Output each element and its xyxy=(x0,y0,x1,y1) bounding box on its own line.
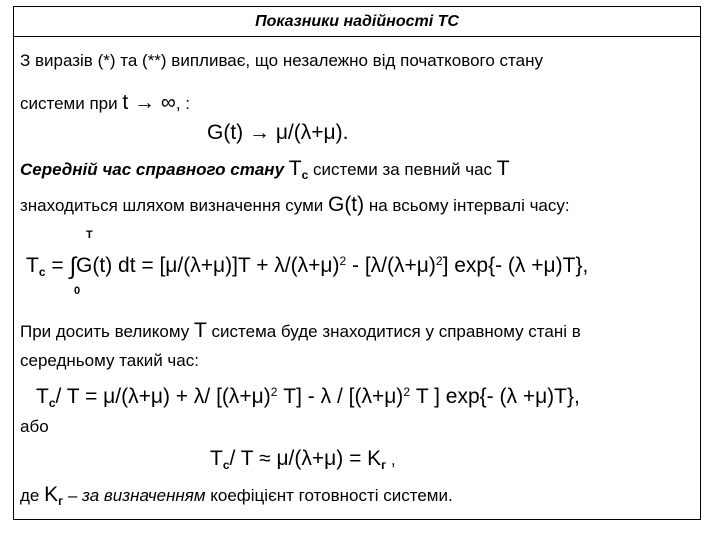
integral-lower-limit: 0 xyxy=(74,285,81,297)
paragraph-3: Середній час справного стану $T_c$ системи за певний час T xyxy=(20,157,510,182)
formula-integral: Tc = ∫G(t) dt = $[\mu/(\lambda+\mu)]T + \lambda/(\lambda+\mu)^2 - [\lambda/(\lambda+\mu)^2]$ exp{- (λ +μ)T}, xyxy=(26,253,589,280)
integral-upper-limit: T xyxy=(86,229,93,241)
paragraph-6: середньому такий час: xyxy=(20,351,199,370)
paragraph-4: знаходиться шляхом визначення суми G(t) на всьому інтервалі часу: xyxy=(20,193,570,216)
paragraph-2: системи при t → ∞, : xyxy=(20,91,190,114)
formula-limit: G(t) → μ/(λ+μ). xyxy=(207,121,349,144)
paragraph-8: де $K_г$ – за визначенням коефіцієнт готовності системи. xyxy=(20,483,453,508)
formula-ratio: Tc/ T = μ/(λ+μ) + λ/ [$(\lambda+\mu)^2$ $T] - \lambda / [(\lambda+\mu)^2$ T ] exp{- (λ +μ)T}, xyxy=(36,385,580,410)
slide-frame xyxy=(13,6,701,520)
paragraph-1: З виразів (*) та (**) випливає, що незалежно від початкового стану xyxy=(20,51,543,70)
formula-availability: Tc/ T ≈ μ/(λ+μ) = Kг , xyxy=(210,447,396,472)
paragraph-7: або xyxy=(20,417,49,436)
slide-title: Показники надійності ТС xyxy=(14,7,700,37)
paragraph-5: При досить великому T система буде знаходитися у справному стані в xyxy=(20,319,581,342)
